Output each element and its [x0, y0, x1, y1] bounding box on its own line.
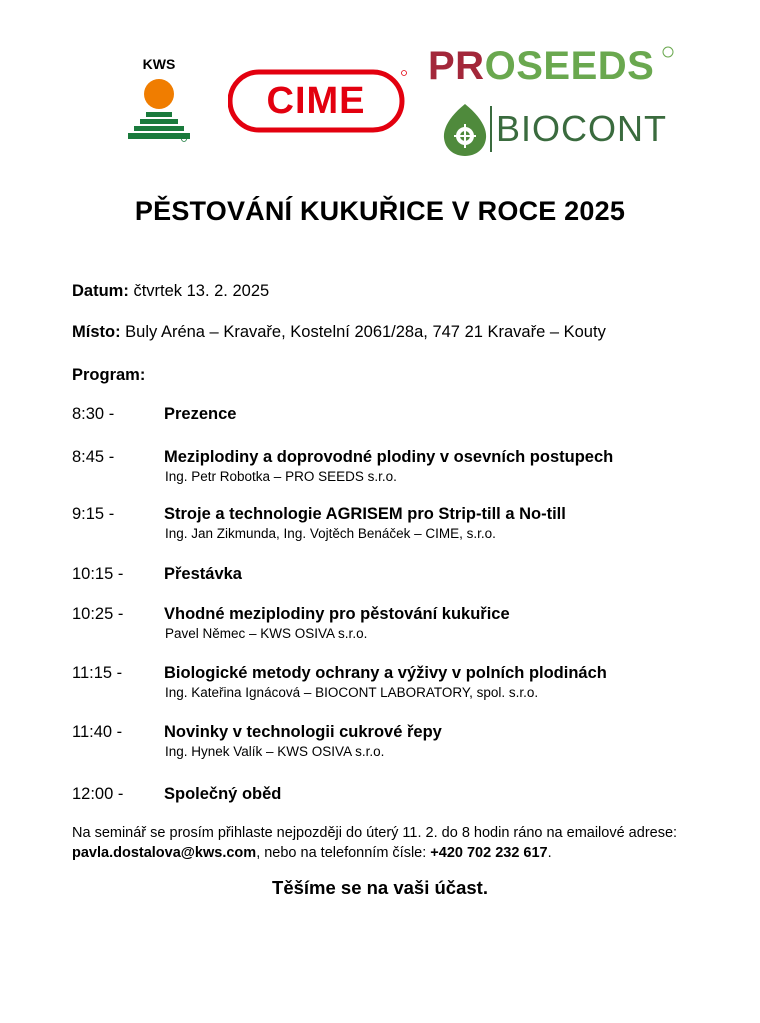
biocont-logo-text: BIOCONT — [496, 108, 668, 149]
program-topic: Stroje a technologie AGRISEM pro Strip-till a No-till — [164, 505, 566, 523]
page-title: PĚSTOVÁNÍ KUKUŘICE V ROCE 2025 — [134, 196, 626, 226]
program-time: 12:00 - — [72, 785, 124, 803]
date-line — [72, 282, 269, 301]
program-topic: Meziplodiny a doprovodné plodiny v osevních postupech — [164, 448, 614, 466]
program-time: 9:15 - — [72, 505, 115, 523]
program-time: 10:15 - — [72, 565, 124, 583]
program-time: 11:40 - — [72, 723, 123, 741]
program-speaker: Ing. Kateřina Ignácová – BIOCONT LABORATORY, spol. s.r.o. — [165, 685, 539, 700]
place-value: Buly Aréna – Kravaře, Kostelní 2061/28a, 747 21 Kravaře – Kouty — [125, 323, 606, 341]
kws-logo — [126, 56, 192, 146]
date-value: čtvrtek 13. 2. 2025 — [133, 282, 270, 300]
program-time: 11:15 - — [72, 664, 123, 682]
program-topic: Přestávka — [164, 565, 242, 583]
closing-text: Těšíme se na vaši účast. — [272, 877, 488, 898]
note-text-1: Na seminář se prosím přihlaste nejpozději do úterý 11. 2. do 8 hodin ráno na emailové adrese: — [72, 825, 678, 841]
date-label: Datum: — [72, 282, 129, 300]
divider — [490, 106, 492, 152]
program-topic: Biologické metody ochrany a výživy v polních plodinách — [164, 664, 607, 682]
note-email[interactable]: pavla.dostalova@kws.com — [72, 845, 257, 861]
program-speaker: Ing. Hynek Valík – KWS OSIVA s.r.o. — [165, 744, 385, 759]
program-time: 8:45 - — [72, 448, 115, 466]
program-time: 8:30 - — [72, 405, 115, 423]
kws-logo-text: KWS — [142, 56, 176, 72]
place-label: Místo: — [72, 323, 121, 341]
proseeds-logo-text: PROSEEDS — [428, 44, 655, 88]
registered-icon — [662, 46, 674, 58]
kws-emblem-icon — [126, 56, 192, 146]
proseeds-logo — [428, 44, 678, 94]
program-topic: Společný oběd — [164, 785, 282, 803]
program-speaker: Ing. Jan Zikmunda, Ing. Vojtěch Benáček – CIME, s.r.o. — [165, 526, 496, 541]
biocont-logo — [440, 100, 668, 160]
program-speaker: Pavel Němec – KWS OSIVA s.r.o. — [165, 626, 368, 641]
note-text-2: , nebo na telefonním čísle: — [256, 845, 431, 861]
registration-note — [72, 823, 692, 863]
program-label: Program: — [72, 366, 146, 384]
logo-strip — [0, 0, 760, 190]
leaf-icon — [440, 102, 490, 158]
note-phone[interactable]: +420 702 232 617 — [430, 845, 548, 861]
cime-logo — [228, 68, 408, 134]
cime-logo-text: CIME — [266, 80, 366, 122]
note-text-3: . — [547, 845, 552, 861]
program-topic: Novinky v technologii cukrové řepy — [164, 723, 442, 741]
program-topic: Vhodné meziplodiny pro pěstování kukuřice — [164, 605, 510, 623]
program-speaker: Ing. Petr Robotka – PRO SEEDS s.r.o. — [165, 469, 397, 484]
program-topic: Prezence — [164, 405, 237, 423]
place-line — [72, 323, 606, 342]
program-time: 10:25 - — [72, 605, 124, 623]
